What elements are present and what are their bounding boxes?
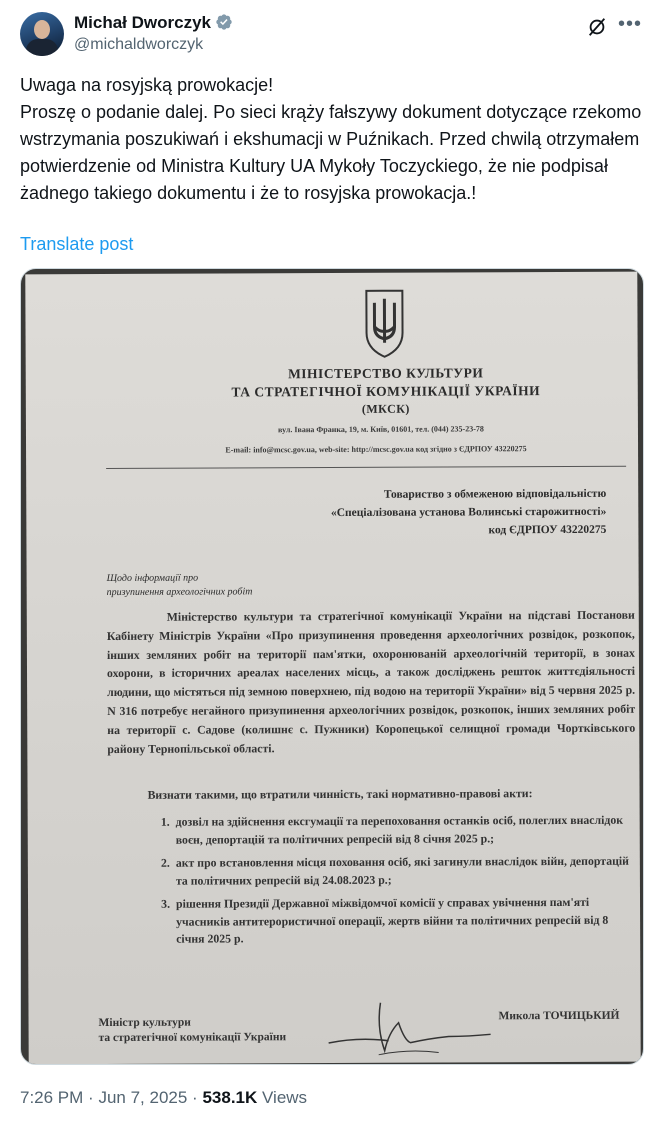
handwritten-signature [318, 992, 498, 1063]
views-label: Views [262, 1088, 308, 1107]
addressee-line-3: код ЄДРПОУ 43220275 [488, 523, 607, 537]
meta-separator: · [192, 1088, 198, 1107]
acts-list [108, 812, 637, 955]
avatar[interactable] [20, 12, 64, 56]
ministry-address: вул. Івана Франка, 19, м. Київ, 01601, тел. (044) 235-23-78 [278, 424, 484, 435]
translate-post-link[interactable]: Translate post [20, 234, 134, 254]
list-item-number: 1. [160, 814, 170, 829]
list-item-number: 2. [160, 855, 170, 870]
list-item [108, 812, 636, 849]
tweet-header [20, 10, 644, 60]
author-name[interactable] [74, 12, 233, 34]
signatory-name: Микола ТОЧИЦЬКИЙ [498, 1009, 620, 1023]
list-item-text: акт про встановлення місця поховання осіб, які загинули внаслідок війн, депортацій та політичних репресій від 24.08.2023 р.; [175, 853, 629, 888]
more-options-icon[interactable]: ••• [617, 13, 642, 35]
tweet-text [20, 72, 650, 207]
signatory-title [99, 1015, 339, 1046]
subject-line-1: Щодо інформації про [106, 572, 199, 584]
list-item [108, 894, 636, 949]
document-paper [25, 272, 640, 1065]
meta-separator: · [88, 1088, 94, 1107]
ministry-name-2: ТА СТРАТЕГІЧНОЇ КОМУНІКАЦІЇ УКРАЇНИ [231, 383, 541, 400]
author-name-text[interactable]: Michał Dworczyk [74, 13, 211, 32]
attached-image[interactable] [20, 268, 644, 1065]
body-paragraph: Міністерство культури та стратегічної комунікації України на підставі Постанови Кабінету Міністрів України «Про призупинення проведення археологічних розвідок, розкопок, інших земляних робіт на території пам'ятки, охоронюваній археологічній території, в зонах охорони, в історичних ареалах населених місць, а також досліджень решток життєдіяльності людини, що містяться під земною поверхнею, під водою на території України» від 5 червня 2025 р. N 316 потребує негайного призупинення археологічних розвідок, розкопок, інших земляних робіт на території с. Садове (колишнє с. Пужники) Коропецької селищної громади Чортківського району Тернопільської області. [106, 607, 636, 756]
signatory-title-line-2: та стратегічної комунікації України [98, 1031, 287, 1045]
author-handle[interactable]: @michaldworczyk [74, 36, 204, 53]
avatar-face [34, 20, 50, 39]
views-count: 538.1K [202, 1088, 258, 1107]
avatar-suit [26, 39, 58, 56]
tweet-line-1: Uwaga na rosyjską prowokacje! [20, 75, 274, 95]
document-body [107, 606, 636, 759]
list-item-number: 3. [161, 896, 171, 911]
signatory-title-line-1: Міністр культури [98, 1016, 191, 1030]
coat-of-arms-icon [360, 287, 408, 359]
post-time[interactable]: 7:26 PM [20, 1088, 84, 1107]
grok-icon[interactable] [586, 16, 608, 38]
list-item-text: рішення Президії Державної міжвідомчої комісії у справах увічнення пам'яті учасників антитерористичної операції, жертв війни та політичних репресій від 8 січня 2025 р. [175, 894, 609, 946]
ministry-contact: E-mail: info@mcsc.gov.ua, web-site: http://mcsc.gov.ua код згідно з ЄДРПОУ 43220275 [225, 444, 527, 455]
header-divider [106, 466, 626, 469]
ministry-name-1: МІНІСТЕРСТВО КУЛЬТУРИ [288, 365, 484, 382]
tweet-meta [20, 1086, 307, 1110]
verified-badge-icon [215, 13, 233, 31]
tweet-line-2: Proszę o podanie dalej. Po sieci krąży fałszywy dokument dotyczące rzekomo wstrzymania poszukiwań i ekshumacji w Puźnikach. Przed chwilą otrzymałem potwierdzenie od Ministra Kultury UA Mykoły Toczyckiego, że nie podpisał żadnego takiego dokumentu i że to rosyjska prowokacja.! [20, 102, 642, 203]
list-item [108, 853, 636, 890]
list-intro: Визнати такими, що втратили чинність, такі нормативно-правові акти: [147, 786, 533, 802]
ministry-abbr: (МКСК) [361, 401, 410, 416]
subject-line-2: призупинення археологічних робіт [106, 586, 253, 598]
list-item-text: дозвіл на здійснення ексгумації та перепоховання останків осіб, полеглих внаслідок воєн, депортацій та політичних репресій від 8 січня 2025 р.; [175, 812, 624, 847]
post-date[interactable]: Jun 7, 2025 [98, 1088, 188, 1107]
addressee-line-1: Товариство з обмеженою відповідальністю [383, 487, 607, 501]
addressee-line-2: «Спеціалізована установа Волинські старожитності» [330, 505, 607, 520]
